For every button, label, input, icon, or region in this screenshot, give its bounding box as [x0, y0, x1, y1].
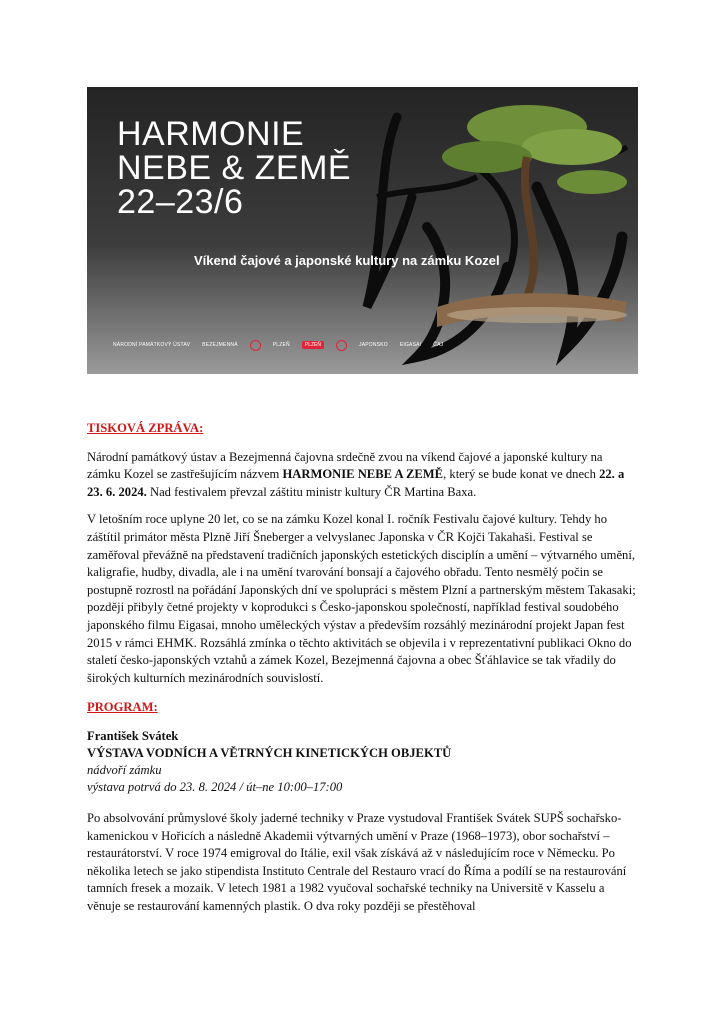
banner-title-line-2: NEBE & ZEMĚ — [117, 149, 352, 187]
intro-text-1: Národní památkový ústav a Bezejmenná čajovna srdečně zvou na víkend čajové a japonské kultury na zámku Kozel se zastřešujícím názvem — [87, 449, 603, 482]
bezejmenna-logo: BEZEJMENNÁ — [202, 342, 238, 348]
japonsko-logo: JAPONSKO — [359, 342, 388, 348]
banner-subtitle: Víkend čajové a japonské kultury na zámku Kozel — [194, 253, 500, 268]
program-item — [87, 728, 639, 796]
press-label: TISKOVÁ ZPRÁVA: — [87, 421, 204, 435]
press-release-body — [87, 420, 639, 924]
program-exhibition-title: VÝSTAVA VODNÍCH A VĚTRNÝCH KINETICKÝCH OBJEKTŮ — [87, 745, 452, 760]
festival-banner — [87, 87, 638, 374]
banner-title-line-1: HARMONIE — [117, 115, 305, 153]
npu-logo: NÁRODNÍ PAMÁTKOVÝ ÚSTAV — [113, 342, 191, 348]
program-artist: František Svátek — [87, 728, 179, 743]
festival-name: HARMONIE NEBE A ZEMĚ — [282, 467, 444, 482]
program-duration: výstava potrvá do 23. 8. 2024 / út–ne 10:00–17:00 — [87, 779, 343, 794]
festival-dates: 22. a 23. 6. 2024. — [87, 467, 625, 499]
caj-logo: ČAJ — [433, 342, 444, 348]
partner-logos — [113, 337, 443, 353]
program-location: nádvoří zámku — [87, 762, 162, 777]
intro-text-3: Nad festivalem převzal záštitu ministr kultury ČR Martina Baxa. — [146, 484, 477, 499]
banner-title — [117, 117, 351, 219]
plzen-pill-logo: PLZEŇ — [302, 341, 324, 349]
intro-text-2: , který se bude konat ve dnech — [443, 467, 600, 482]
japan-circle-logo — [336, 340, 347, 351]
eigasai-logo: EIGASAI — [399, 342, 422, 348]
plzen-emblem-logo — [250, 340, 261, 351]
history-paragraph: V letošním roce uplyne 20 let, co se na zámku Kozel konal I. ročník Festivalu čajové kultury. Tehdy ho záštítil primátor města Plzně Jiří Šneberger a velvyslanec Japonska v ČR Kojči Takahaši. Festival se zaměřoval převážně na představení tradičních japonských estetických disciplín a umění – výtvarného umění, kaligrafie, hudby, divadla, ale i na umění tvarování bonsají a čajového obřadu. Tento nesmělý počin se postupně rozrostl na pořádání Japonských dní ve spolupráci s městem Plzní a partnerským městem Takasaki; později přibyly četné projekty v koprodukci s Česko-japonskou společností, například festival soudobého japonského filmu Eigasai, mnoho uměleckých výstav a především rozsáhlý mezinárodní projekt Japan fest 2015 v rámci EHMK. Rozsáhlá zmínka o těchto aktivitách se objevila i v reprezentativní publikaci Okno do staletí česko-japonských vztahů a zámek Kozel, Bezejmenná čajovna a obec Šťáhlavice se tak vřadily do širokých kulturních mezinárodních souvislostí. — [87, 512, 636, 685]
artist-bio-paragraph: Po absolvování průmyslové školy jaderné techniky v Praze vystudoval František Svátek SUPŠ sochařsko-kamenickou v Hořicích a následně Akademii výtvarných umění v Praze (1968–1973), obor sochařství – restaurátorství. V roce 1974 emigroval do Itálie, exil však získává až v následujícím roce v Německu. Po několika letech se jako stipendista Instituto Centrale del Restauro vrací do Říma a podílí se na restaurování tamních fresek a mozaik. V letech 1981 a 1982 vyučoval sochařské techniky na Universitě v Kasselu a věnuje se restaurování kamenných plastik. O dva roky později se přestěhoval — [87, 810, 627, 913]
plzen-logo: PLZEŇ — [272, 342, 290, 348]
banner-title-line-3: 22–23/6 — [117, 183, 244, 221]
bonsai-tree-image — [377, 87, 638, 347]
program-label: PROGRAM: — [87, 700, 158, 715]
intro-paragraph — [87, 449, 639, 502]
